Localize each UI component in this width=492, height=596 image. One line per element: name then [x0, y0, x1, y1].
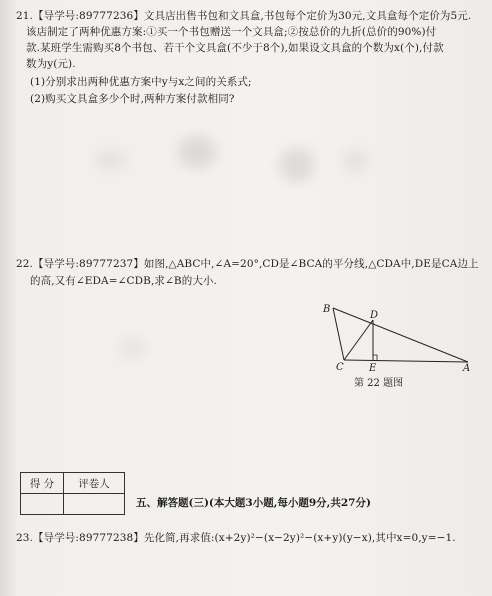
q22-line-1: 22.【导学号:89777237】如图,△ABC中,∠A=20°,CD是∠BCA的平分线,△CDA中,DE是CA边上	[16, 258, 479, 270]
section-title: 五、解答题(三)(本大题3小题,每小题9分,共27分)	[136, 497, 371, 509]
side-CA	[344, 360, 468, 362]
q23-line-1: 23.【导学号:89777238】先化简,再求值:(x+2y)²−(x−2y)²−(x+y)(y−x),其中x=0,y=−1.	[16, 532, 456, 544]
score-cell[interactable]	[21, 494, 64, 515]
show-through-blot	[280, 148, 314, 182]
q21-part-1: (1)分别求出两种优惠方案中y与x之间的关系式;	[30, 76, 252, 88]
score-box	[20, 472, 125, 515]
label-A: A	[463, 363, 471, 372]
q21-part-2: (2)购买文具盒多少个时,两种方案付款相同?	[30, 93, 235, 105]
label-B: B	[323, 304, 331, 315]
score-label: 得 分	[21, 473, 64, 494]
q21-line-1: 21.【导学号:89777236】文具店出售书包和文具盒,书包每个定价为30元,文具盒每个定价为5元.	[16, 10, 472, 22]
label-C: C	[336, 362, 344, 372]
q22-line-2: 的高,又有∠EDA=∠CDB,求∠B的大小.	[30, 275, 217, 287]
segment-CD	[344, 320, 373, 360]
right-angle-mark	[373, 355, 377, 361]
figure-caption: 第 22 题图	[354, 378, 404, 389]
side-BA	[333, 308, 468, 362]
label-D: D	[370, 310, 379, 321]
triangle-figure	[318, 298, 478, 372]
show-through-blot	[120, 338, 146, 358]
side-BC	[333, 308, 344, 360]
label-E: E	[369, 363, 377, 372]
grader-cell[interactable]	[64, 494, 125, 515]
show-through-blot	[178, 136, 216, 168]
q21-line-4: 数为y(元).	[26, 58, 76, 70]
show-through-blot	[342, 150, 368, 172]
q21-line-3: 款.某班学生需购买8个书包、若干个文具盒(不少于8个),如果设文具盒的个数为x(个),付款	[26, 42, 444, 54]
q21-line-2: 该店制定了两种优惠方案:①买一个书包赠送一个文具盒;②按总价的九折(总价的90%)付	[26, 26, 437, 38]
show-through-blot	[96, 150, 126, 170]
grader-label: 评卷人	[64, 473, 125, 494]
